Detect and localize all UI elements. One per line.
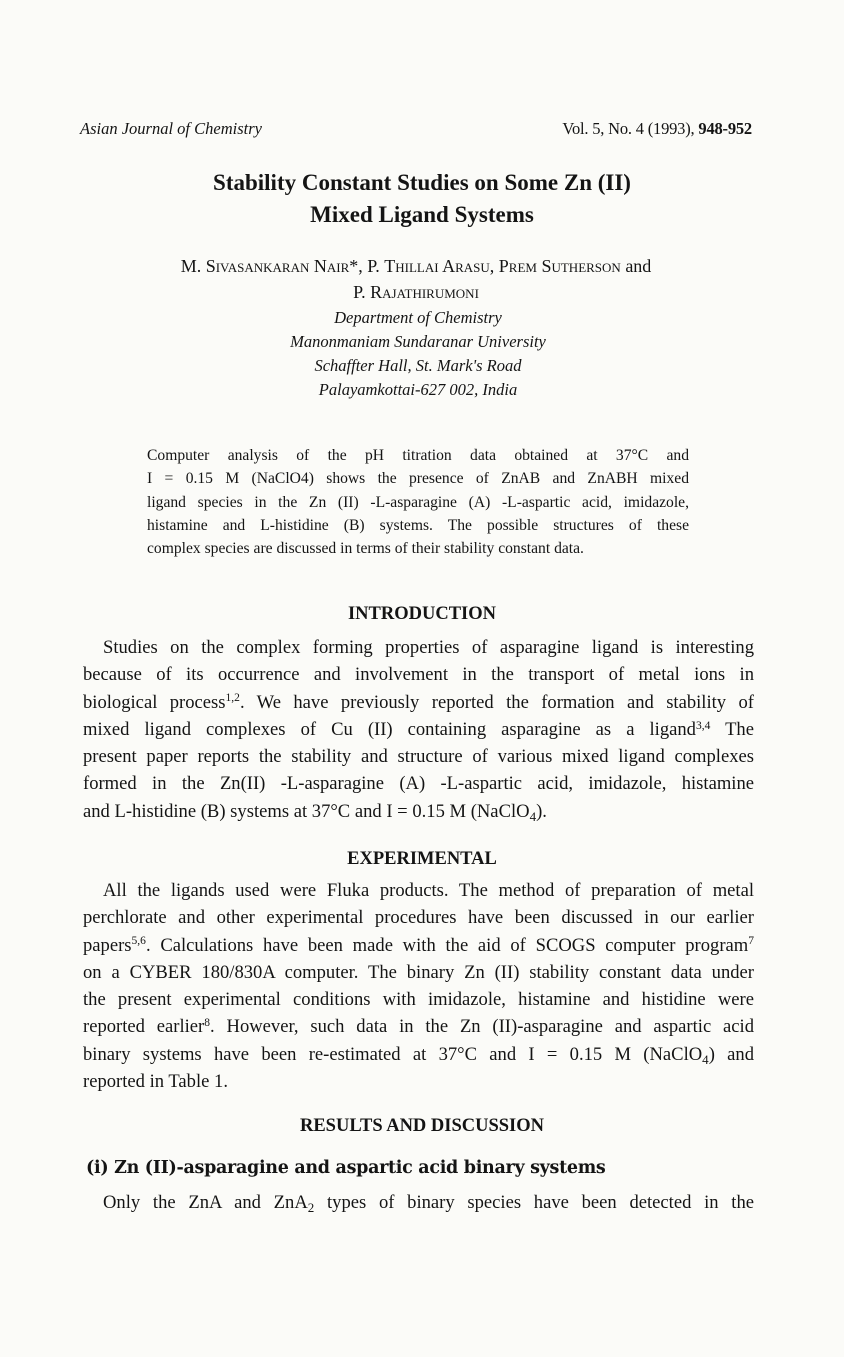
author-line-1: M. Sivasankaran Nair*, P. Thillai Arasu, Prem Sutherson and [180,256,652,276]
department: Department of Chemistry [334,308,502,327]
introduction-paragraph: Studies on the complex forming properties of asparagine ligand is interesting because of its occurrence and involvement in the transport of metal ions in biological process$^{1,2}$. We have previously reported the formation and stability of mixed ligand complexes of Cu (II) containing asparagine as a ligand$^{3,4}$ The present paper reports the stability and structure of various mixed ligand complexes formed in the Zn(II) -L-asparagine (A) -L-aspartic acid, imidazole, histamine and L-histidine (B) systems at 37°C and I = 0.15 M (NaClO$_4$). [83,637,754,824]
citation-ref: 3,4 [695,719,711,732]
journal-name: Asian Journal of Chemistry [80,119,262,138]
results-subheading: (i) Zn (II)-asparagine and aspartic acid binary systems [86,1158,606,1178]
article-title: Stability Constant Studies on Some Zn (II) Mixed Ligand Systems [213,170,631,227]
results-heading: RESULTS AND DISCUSSION [299,1116,545,1136]
page-range: 948-952 [698,119,752,138]
street-address: Schaffter Hall, St. Mark's Road [314,356,522,375]
citation-ref: 1,2 [225,692,240,705]
results-paragraph: Only the ZnA and ZnA$_2$ types of binary species have been detected in the [103,1192,754,1215]
author-list [0,253,832,305]
citation-ref: 8 [204,1017,211,1030]
citation-ref: 5,6 [131,935,146,948]
experimental-heading: EXPERIMENTAL [347,849,497,869]
affiliation [0,306,836,402]
introduction-heading: INTRODUCTION [347,604,497,624]
university: Manonmaniam Sundaranar University [290,332,546,351]
experimental-paragraph: All the ligands used were Fluka products. The method of preparation of metal perchlorate and other experimental procedures have been discussed in our earlier papers$^{5,6}$. Calculations have been made with the aid of SCOGS computer program$^7$ on a CYBER 180/830A computer. The binary Zn (II) stability constant data under the present experimental conditions with imidazole, histamine and histidine were reported earlier$^8$. However, such data in the Zn (II)-asparagine and aspartic acid binary systems have been re-estimated at 37°C and I = 0.15 M (NaClO$_4$) and reported in Table 1. [83,880,755,1093]
citation-ref: 7 [748,935,754,948]
running-head [80,118,752,140]
city-address: Palayamkottai-627 002, India [318,380,518,399]
author-line-2: P. Rajathirumoni [353,282,479,302]
volume-info: Vol. 5, No. 4 (1993), 948-952 [562,119,752,138]
abstract: Computer analysis of the pH titration data obtained at 37°C and I = 0.15 M (NaClO4) shows the presence of ZnAB and ZnABH mixed ligand species in the Zn (II) -L-asparagine (A) -L-aspartic acid, imidazole, histamine and L-histidine (B) systems. The possible structures of these complex species are discussed in terms of their stability constant data. [147,447,689,558]
